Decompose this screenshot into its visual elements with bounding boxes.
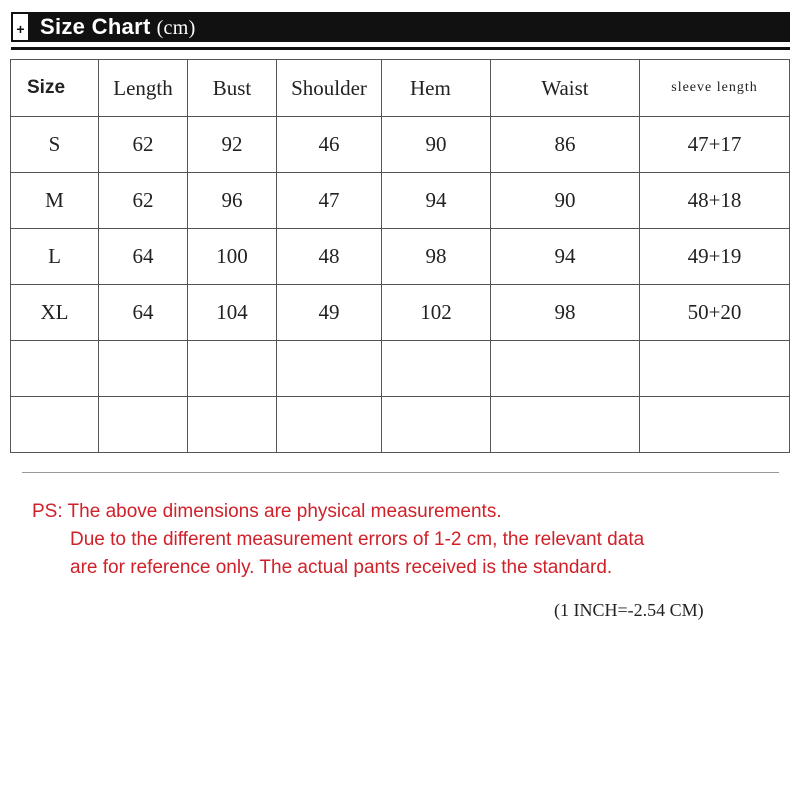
title-bar (11, 12, 790, 42)
header-hem: Hem (382, 60, 491, 117)
empty-cell (11, 397, 99, 453)
table-row (11, 173, 790, 229)
title-unit: (cm) (156, 17, 196, 39)
table-row (11, 285, 790, 341)
cell-bust: 100 (188, 229, 277, 285)
empty-table-row (11, 341, 790, 397)
empty-cell (188, 341, 277, 397)
header-shoulder: Shoulder (277, 60, 382, 117)
cell-size: XL (11, 285, 99, 341)
empty-cell (99, 341, 188, 397)
empty-cell (11, 341, 99, 397)
header-waist: Waist (491, 60, 640, 117)
cell-hem: 94 (382, 173, 491, 229)
note-line-3: are for reference only. The actual pants received is the standard. (70, 557, 613, 578)
empty-cell (382, 397, 491, 453)
cell-length: 62 (99, 117, 188, 173)
header-size: Size (11, 60, 99, 117)
cell-bust: 96 (188, 173, 277, 229)
size-chart-table (10, 59, 790, 453)
plus-icon: + (11, 12, 30, 42)
cell-shoulder: 49 (277, 285, 382, 341)
table-row (11, 117, 790, 173)
empty-cell (640, 341, 790, 397)
table-row (11, 229, 790, 285)
empty-cell (491, 397, 640, 453)
note-line-1: PS: The above dimensions are physical measurements. (32, 501, 502, 522)
note-line-2: Due to the different measurement errors of 1-2 cm, the relevant data (70, 529, 645, 550)
cell-hem: 102 (382, 285, 491, 341)
cell-size: S (11, 117, 99, 173)
cell-sleeve-length: 48+18 (640, 173, 790, 229)
cell-size: M (11, 173, 99, 229)
empty-cell (99, 397, 188, 453)
cell-sleeve-length: 49+19 (640, 229, 790, 285)
header-bust: Bust (188, 60, 277, 117)
cell-length: 62 (99, 173, 188, 229)
table-header-row (11, 60, 790, 117)
cell-shoulder: 47 (277, 173, 382, 229)
empty-cell (277, 341, 382, 397)
cell-length: 64 (99, 285, 188, 341)
cell-waist: 86 (491, 117, 640, 173)
cell-waist: 98 (491, 285, 640, 341)
cell-length: 64 (99, 229, 188, 285)
header-length: Length (99, 60, 188, 117)
empty-cell (640, 397, 790, 453)
title-text: Size Chart (40, 14, 151, 39)
title-rule (11, 47, 790, 50)
cell-shoulder: 46 (277, 117, 382, 173)
header-sleeve-length: sleeve length (640, 60, 790, 117)
cell-hem: 98 (382, 229, 491, 285)
separator-line (22, 472, 779, 473)
cell-bust: 92 (188, 117, 277, 173)
empty-cell (382, 341, 491, 397)
empty-cell (277, 397, 382, 453)
empty-cell (491, 341, 640, 397)
cell-hem: 90 (382, 117, 491, 173)
empty-table-row (11, 397, 790, 453)
page-title (40, 14, 196, 40)
cell-size: L (11, 229, 99, 285)
cell-shoulder: 48 (277, 229, 382, 285)
measurement-note (32, 498, 772, 582)
cell-sleeve-length: 47+17 (640, 117, 790, 173)
empty-cell (188, 397, 277, 453)
cell-waist: 90 (491, 173, 640, 229)
cell-sleeve-length: 50+20 (640, 285, 790, 341)
inch-conversion-note: (1 INCH=-2.54 CM) (554, 600, 704, 620)
cell-bust: 104 (188, 285, 277, 341)
cell-waist: 94 (491, 229, 640, 285)
